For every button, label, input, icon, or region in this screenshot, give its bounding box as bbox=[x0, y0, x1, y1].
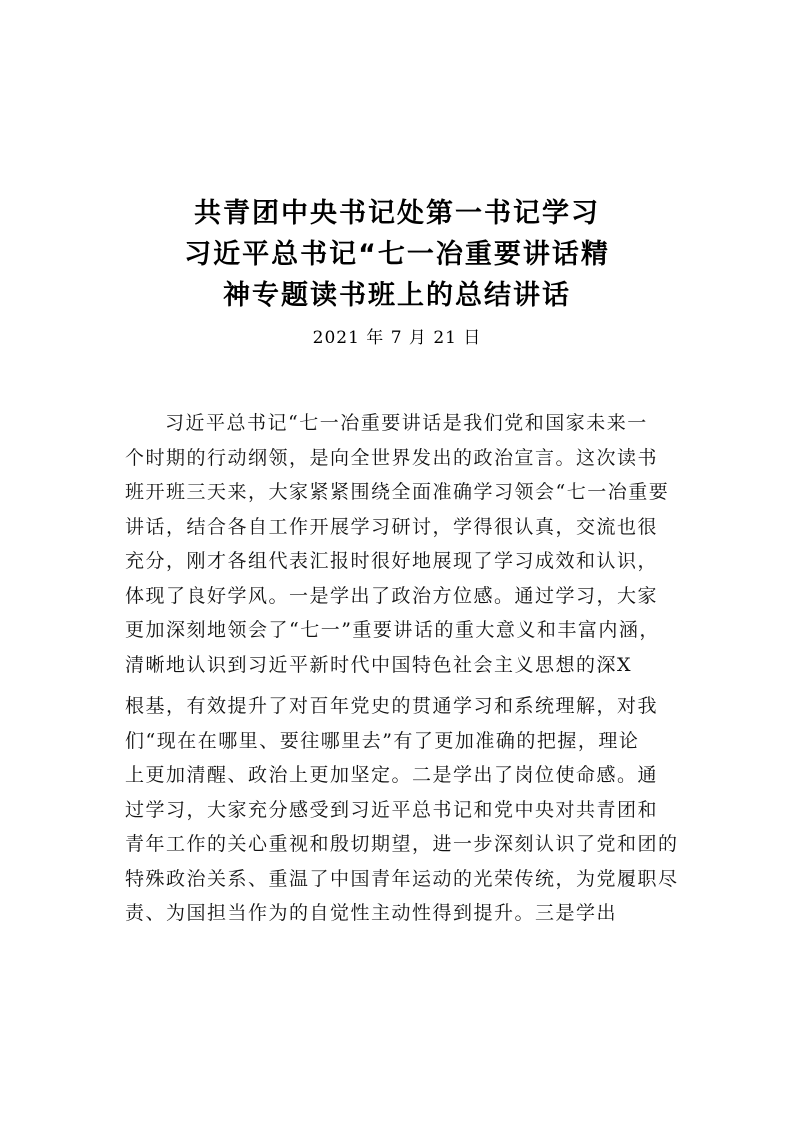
document-body bbox=[125, 406, 685, 931]
body-line: 过学习，大家充分感受到习近平总书记和党中央对共青团和 bbox=[125, 798, 659, 821]
title-line: 神专题读书班上的总结讲话 bbox=[223, 280, 571, 311]
body-line: 责、为国担当作为的自觉性主动性得到提升。三是学出 bbox=[125, 902, 618, 924]
body-line: 更加深刻地领会了“七一”重要讲话的重大意义和丰富内涵， bbox=[125, 619, 660, 641]
body-line: 充分，刚才各组代表汇报时很好地展现了学习成效和认识， bbox=[125, 550, 659, 572]
title-line: 习近平总书记“七一冶重要讲话精 bbox=[184, 239, 610, 270]
body-line: 们“现在在哪里、要往哪里去”有了更加准确的把握，理论 bbox=[125, 729, 640, 752]
document-date: 2021 年 7 月 21 日 bbox=[312, 328, 482, 348]
body-line: 特殊政治关系、重温了中国青年运动的光荣传统，为党履职尽 bbox=[125, 867, 679, 890]
body-line: 上更加清醒、政治上更加坚定。二是学出了岗位使命感。通 bbox=[125, 764, 659, 786]
body-line: 讲话，结合各自工作开展学习研讨，学得很认真，交流也很 bbox=[125, 515, 659, 538]
body-line: 班开班三天来，大家紧紧围绕全面准确学习领会“七一冶重要 bbox=[125, 481, 670, 503]
body-line: 个时期的行动纲领，是向全世界发出的政治宣言。这次读书 bbox=[125, 446, 659, 469]
body-line: 青年工作的关心重视和殷切期望，进一步深刻认识了党和团的 bbox=[125, 833, 679, 855]
body-line: 体现了良好学风。一是学出了政治方位感。通过学习，大家 bbox=[125, 584, 659, 607]
body-line: 根基，有效提升了对百年党史的贯通学习和系统理解，对我 bbox=[125, 695, 659, 717]
document-title bbox=[0, 193, 794, 316]
body-line: 清晰地认识到习近平新时代中国特色社会主义思想的深X bbox=[125, 653, 633, 676]
title-line: 共青团中央书记处第一书记学习 bbox=[194, 198, 600, 229]
body-line: 习近平总书记“七一冶重要讲话是我们党和国家未来一 bbox=[165, 412, 648, 434]
